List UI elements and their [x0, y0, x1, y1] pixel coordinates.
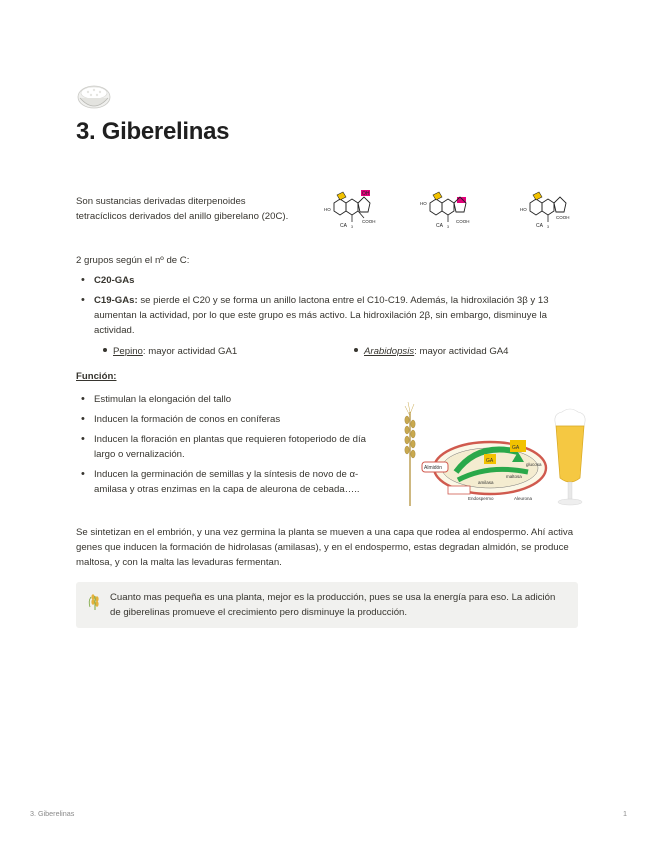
svg-text:HO: HO [324, 207, 331, 212]
rice-bowl-icon [76, 84, 112, 114]
svg-text:CA: CA [436, 223, 443, 229]
svg-text:amilasa: amilasa [478, 480, 494, 485]
molecule-3 [520, 192, 570, 229]
svg-text:COOH: COOH [362, 219, 376, 224]
svg-text:CA: CA [340, 223, 347, 229]
intro-text: Son sustancias derivadas diterpenoides tetracíclicos derivados del anillo giberelano (20C). [76, 196, 289, 222]
svg-text:Aleurona: Aleurona [514, 496, 533, 501]
svg-text:HO: HO [520, 207, 527, 212]
svg-text:GA: GA [512, 445, 520, 451]
footer-title: 3. Giberelinas [30, 809, 75, 818]
page-title: 3. Giberelinas [76, 118, 230, 145]
svg-text:glucosa: glucosa [526, 462, 542, 467]
sub-item-pepino: Pepino: mayor actividad GA1 [103, 344, 237, 359]
svg-text:HO: HO [420, 201, 427, 206]
svg-text:Endospermo: Endospermo [468, 496, 494, 501]
groups-list [76, 273, 581, 343]
svg-text:3: 3 [351, 225, 353, 229]
svg-text:CA: CA [536, 223, 543, 229]
germination-illustration [398, 402, 594, 510]
svg-text:Almidón: Almidón [424, 465, 443, 471]
svg-text:COOH: COOH [556, 215, 570, 220]
gibberellin-structures-figure [306, 185, 596, 235]
list-item: • Inducen la formación de conos en coníferas [76, 412, 376, 427]
svg-text:maltosa: maltosa [506, 474, 522, 479]
molecule-2 [420, 192, 470, 229]
callout-text: Cuanto mas pequeña es una planta, mejor es la producción, pues se usa la energía para eso. La adición de giberelinas promueve el crecimiento pero disminuye la producción. [110, 592, 556, 618]
svg-text:3: 3 [547, 225, 549, 229]
function-heading: Función: [76, 371, 117, 382]
wheat-icon [86, 591, 104, 611]
page-number: 1 [623, 809, 627, 818]
functions-list [76, 392, 376, 502]
beer-glass-icon [555, 409, 585, 505]
body-paragraph: Se sintetizan en el embrión, y una vez germina la planta se mueven a una capa que rodea al endospermo. Ahí activa genes que inducen la formación de hidrolasas (amilasas), y en el endospermo, estas degradan almidón, se produce maltosa, y con la malta las levaduras fermentan. [76, 527, 574, 568]
svg-text:GA: GA [486, 458, 494, 464]
list-item: • Estimulan la elongación del tallo [76, 392, 376, 407]
callout-box [76, 582, 578, 628]
svg-text:3: 3 [447, 225, 449, 229]
sub-item-arabidopsis: Arabidopsis: mayor actividad GA4 [354, 344, 509, 359]
svg-text:COOH: COOH [456, 219, 470, 224]
list-item: • C19-GAs: se pierde el C20 y se forma un anillo lactona entre el C10-C19. Además, la hidroxilación 3β y 13 aumentan la actividad, por lo que este grupo es más activo. La hidroxilación 2β, sin embargo, disminuye la actividad. [76, 293, 581, 338]
molecule-1 [324, 190, 376, 229]
groups-intro: 2 grupos según el nº de C: [76, 255, 190, 266]
list-item: • C20-GAs [76, 273, 581, 288]
seed-diagram [422, 440, 546, 501]
barley-icon [405, 402, 415, 506]
svg-text:OH: OH [362, 191, 370, 197]
list-item: • Inducen la germinación de semillas y la síntesis de novo de α-amilasa y otras enzimas en la capa de aleurona de cebada….. [76, 467, 376, 497]
list-item: • Inducen la floración en plantas que requieren fotoperiodo de día largo o vernalización. [76, 432, 376, 462]
